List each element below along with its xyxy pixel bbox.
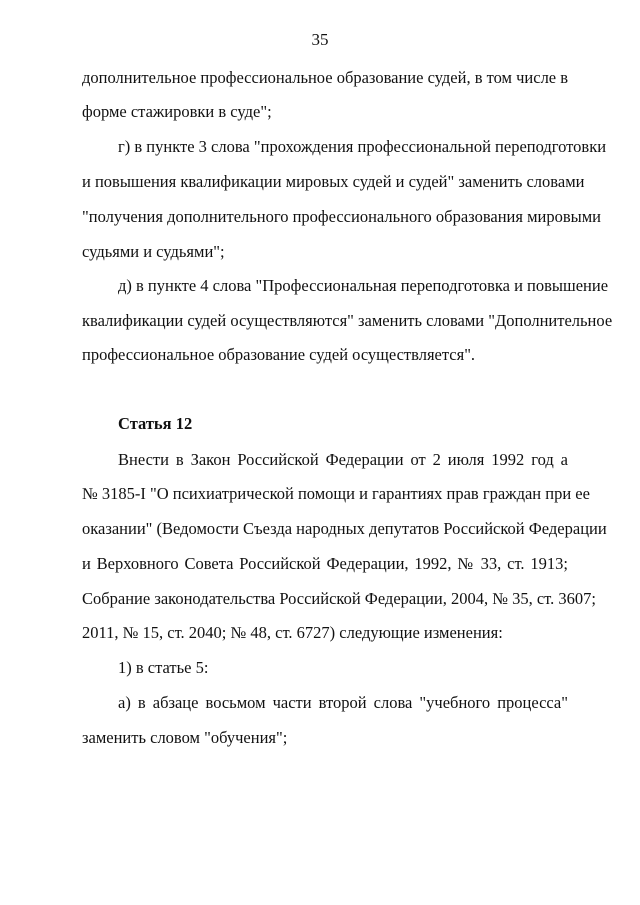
text-line: № 3185-I "О психиатрической помощи и гарантиях прав граждан при ее: [82, 484, 590, 503]
text-line: оказании" (Ведомости Съезда народных депутатов Российской Федерации: [82, 519, 607, 538]
text-line: 1) в статье 5:: [118, 658, 209, 677]
text-line: 2011, № 15, ст. 2040; № 48, ст. 6727) следующие изменения:: [82, 623, 503, 642]
text-line: форме стажировки в суде";: [82, 102, 272, 121]
text-line: Собрание законодательства Российской Федерации, 2004, № 35, ст. 3607;: [82, 589, 596, 608]
text-line: д) в пункте 4 слова "Профессиональная переподготовка и повышение: [118, 276, 609, 295]
text-line: и Верховного Совета Российской Федерации, 1992, № 33, ст. 1913;: [82, 554, 568, 573]
text-line: дополнительное профессиональное образование судей, в том числе в: [82, 68, 569, 87]
text-line: и повышения квалификации мировых судей и судей" заменить словами: [82, 172, 585, 191]
article-heading: Статья 12: [118, 414, 193, 433]
text-line: квалификации судей осуществляются" заменить словами "Дополнительное: [82, 311, 613, 330]
text-line: судьями и судьями";: [82, 242, 225, 261]
text-line: а) в абзаце восьмом части второй слова "учебного процесса": [118, 693, 568, 712]
text-line: "получения дополнительного профессионального образования мировыми: [82, 207, 602, 226]
text-line: Внести в Закон Российской Федерации от 2 июля 1992 год а: [118, 450, 568, 469]
page-number: 35: [311, 30, 329, 49]
text-line: заменить словом "обучения";: [82, 728, 288, 747]
text-line: г) в пункте 3 слова "прохождения профессиональной переподготовки: [118, 137, 607, 156]
text-line: профессиональное образование судей осуществляется".: [82, 345, 476, 364]
